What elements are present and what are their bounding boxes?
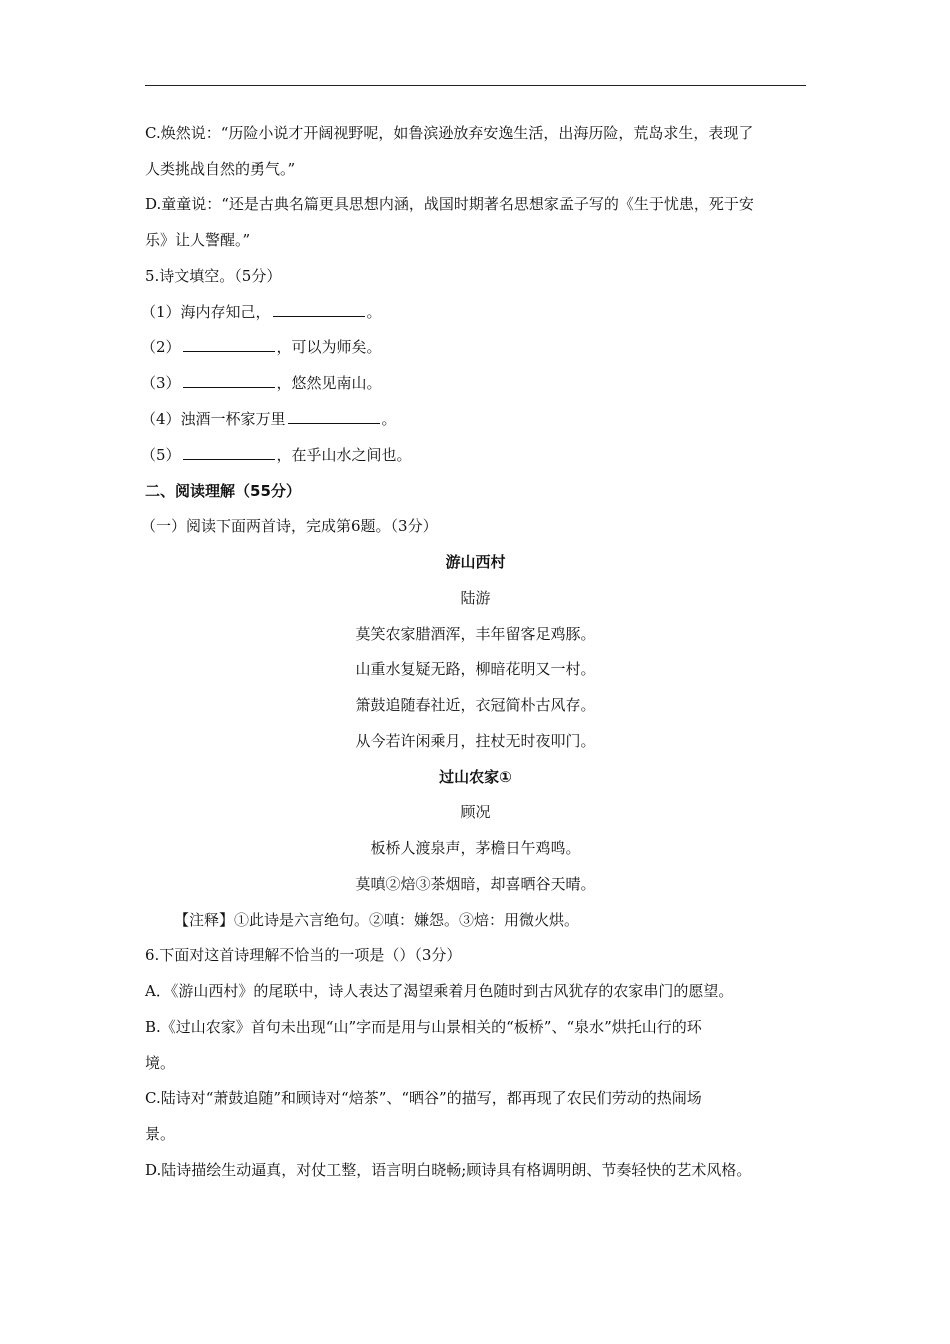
fill-item-2: （2） ，可以为师矣。: [141, 338, 382, 356]
fill-item-5: （5） ，在乎山水之间也。: [141, 446, 412, 464]
q6-option-a: A．《游山西村》的尾联中，诗人表达了渴望乘着月色随时到古风犹存的农家串门的愿望。: [145, 982, 734, 1000]
blank-field[interactable]: [183, 337, 275, 352]
annotation-note: 【注释】①此诗是六言绝句。②嗔：嫌怨。③焙：用微火烘。: [174, 911, 580, 929]
q6-option-b-line2: 境。: [145, 1054, 176, 1072]
fill-item-4: （4）浊酒一杯家万里 。: [141, 410, 397, 428]
section-2-title: 二、阅读理解（55分）: [145, 482, 301, 500]
poem-1-author: 陆游: [460, 589, 491, 607]
option-d-line1: D.童童说：“还是古典名篇更具思想内涵，战国时期著名思想家孟子写的《生于忧患，死于安: [145, 195, 754, 213]
q6-option-c-line2: 景。: [145, 1125, 176, 1143]
poem-1-line: 从今若许闲乘月，拄杖无时夜叩门。: [355, 732, 596, 750]
blank-field[interactable]: [183, 445, 275, 460]
blank-field[interactable]: [183, 373, 275, 388]
header-rule: [145, 85, 806, 86]
q6-option-b-line1: B.《过山农家》首句未出现“山”字而是用与山景相关的“板桥”、“泉水”烘托山行的环: [145, 1018, 702, 1036]
q6-option-d: D.陆诗描绘生动逼真，对仗工整，语言明白晓畅;顾诗具有格调明朗、节奏轻快的艺术风格。: [145, 1161, 752, 1179]
question-6-title: 6.下面对这首诗理解不恰当的一项是（）（3分）: [145, 946, 462, 964]
option-c-line1: C.焕然说：“历险小说才开阔视野呢，如鲁滨逊放弃安逸生活，出海历险，荒岛求生，表现了: [145, 124, 754, 142]
poem-2-title: 过山农家①: [439, 768, 512, 786]
blank-field[interactable]: [288, 409, 380, 424]
poem-1-line: 箫鼓追随春社近，衣冠简朴古风存。: [355, 696, 596, 714]
poem-1-title: 游山西村: [445, 553, 506, 571]
question-5-title: 5.诗文填空。（5分）: [145, 267, 282, 285]
poem-1-line: 莫笑农家腊酒浑，丰年留客足鸡豚。: [355, 625, 596, 643]
blank-field[interactable]: [273, 302, 365, 317]
fill-item-3: （3） ，悠然见南山。: [141, 374, 382, 392]
poem-2-line: 莫嗔②焙③茶烟暗，却喜晒谷天晴。: [355, 875, 596, 893]
poem-1-line: 山重水复疑无路，柳暗花明又一村。: [355, 660, 596, 678]
option-c-line2: 人类挑战自然的勇气。”: [145, 160, 296, 178]
option-d-line2: 乐》让人警醒。”: [145, 231, 251, 249]
fill-item-1: （1）海内存知己， 。: [141, 303, 382, 321]
poem-2-line: 板桥人渡泉声，茅檐日午鸡鸣。: [370, 839, 581, 857]
section-2-intro: （一）阅读下面两首诗，完成第6题。（3分）: [141, 517, 438, 535]
q6-option-c-line1: C.陆诗对“萧鼓追随”和顾诗对“焙茶”、“晒谷”的描写，都再现了农民们劳动的热闹场: [145, 1089, 702, 1107]
poem-2-author: 顾况: [460, 803, 491, 821]
